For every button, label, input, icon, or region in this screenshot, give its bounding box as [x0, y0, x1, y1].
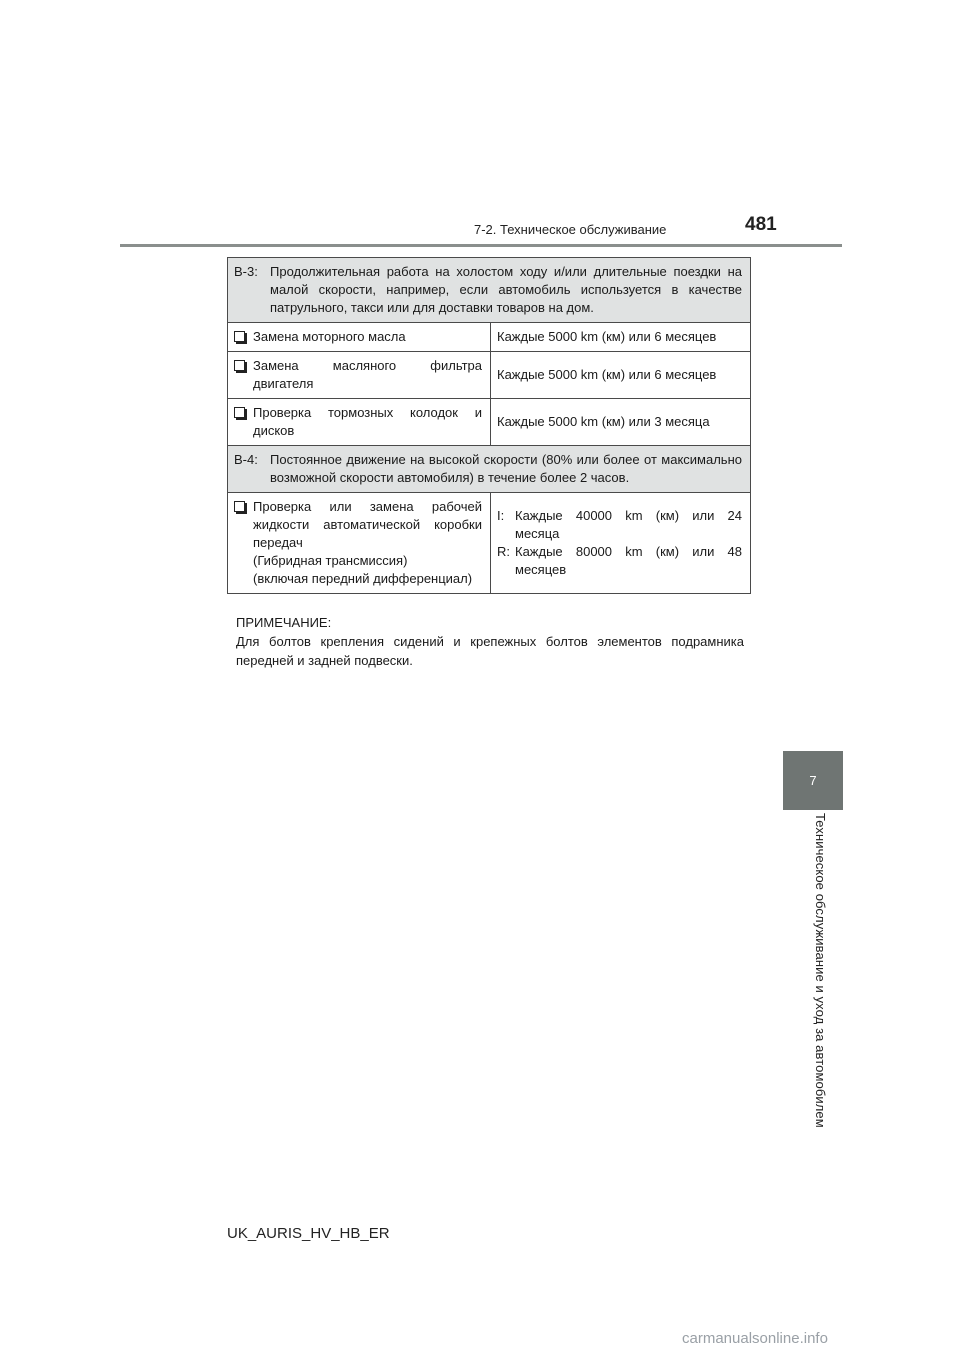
checkbox-icon: [234, 501, 245, 512]
checkbox-icon: [234, 360, 245, 371]
item-line: (Гибридная трансмиссия): [253, 553, 408, 568]
table-row: [228, 352, 751, 399]
header-divider: [120, 244, 842, 247]
checkbox-icon: [234, 331, 245, 342]
table-row: [228, 258, 751, 323]
inspect-text: Каждые 40000 km (км) или 24 месяца: [515, 508, 742, 541]
maintenance-table: [227, 257, 751, 594]
condition-b3: [228, 258, 751, 323]
item-label: Замена моторного масла: [253, 329, 406, 344]
condition-code: B-4:: [234, 452, 258, 467]
condition-b4: [228, 446, 751, 493]
item-cell: [228, 399, 491, 446]
page-number: 481: [745, 214, 777, 235]
schedule-cell: Каждые 5000 km (км) или 6 месяцев: [491, 323, 751, 352]
item-cell: [228, 352, 491, 399]
table-row: [228, 446, 751, 493]
schedule-cell: Каждые 5000 km (км) или 6 месяцев: [491, 352, 751, 399]
item-label: [253, 498, 482, 588]
note: [236, 613, 744, 670]
replace-code: R:: [497, 544, 510, 559]
item-cell: [228, 493, 491, 594]
chapter-tab: 7: [783, 751, 843, 810]
section-title: 7-2. Техническое обслуживание: [474, 222, 667, 237]
condition-code: B-3:: [234, 264, 258, 279]
schedule-cell: [491, 493, 751, 594]
schedule-cell: Каждые 5000 km (км) или 3 месяца: [491, 399, 751, 446]
table-row: [228, 323, 751, 352]
note-title: ПРИМЕЧАНИЕ:: [236, 615, 332, 630]
checkbox-icon: [234, 407, 245, 418]
document-code: UK_AURIS_HV_HB_ER: [227, 1225, 390, 1242]
chapter-title: Техническое обслуживание и уход за автомобилем: [813, 813, 828, 1128]
note-text: Для болтов крепления сидений и крепежных болтов элементов подрамника передней и задней подвески.: [236, 634, 744, 668]
table-row: [228, 399, 751, 446]
table-row: [228, 493, 751, 594]
item-label: Замена масляного фильтра двигателя: [253, 358, 482, 391]
item-line: Проверка или замена рабочей жидкости автоматической коробки передач: [253, 499, 482, 550]
condition-text: Постоянное движение на высокой скорости (80% или более от максимально возможной скорости автомобиля) в течение более 2 часов.: [270, 452, 742, 485]
item-cell: [228, 323, 491, 352]
item-label: Проверка тормозных колодок и дисков: [253, 405, 482, 438]
item-line: (включая передний дифференциал): [253, 571, 473, 586]
watermark: carmanualsonline.info: [682, 1330, 828, 1347]
replace-text: Каждые 80000 km (км) или 48 месяцев: [515, 544, 742, 577]
inspect-code: I:: [497, 508, 505, 523]
condition-text: Продолжительная работа на холостом ходу и/или длительные поездки на малой скорости, например, если автомобиль используется в качестве патрульного, такси или для доставки товаров на дом.: [270, 264, 742, 315]
